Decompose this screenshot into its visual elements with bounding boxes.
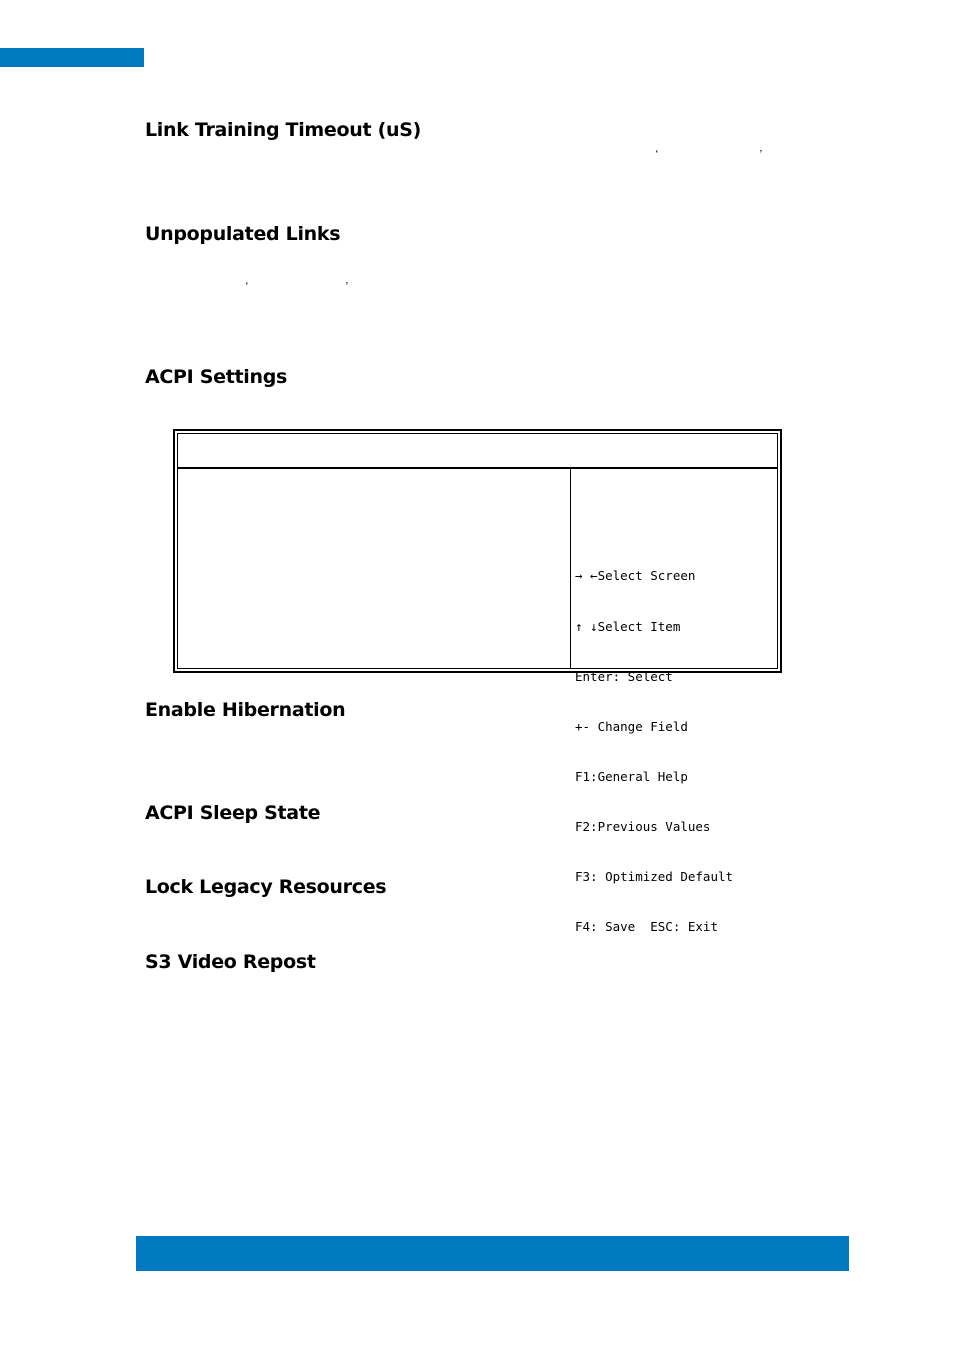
opening-quote-mark: ‘: [655, 148, 659, 160]
bios-title-bar: [178, 434, 777, 469]
heading-acpi-settings: ACPI Settings: [145, 366, 288, 388]
closing-quote-mark: ’: [759, 148, 763, 160]
heading-s3-video-repost: S3 Video Repost: [145, 951, 316, 973]
help-change-field: +- Change Field: [575, 718, 688, 734]
heading-link-training-timeout: Link Training Timeout (uS): [145, 119, 421, 141]
footer-bar: [136, 1236, 849, 1271]
help-enter-select: Enter: Select: [575, 668, 673, 684]
help-save-exit: F4: Save ESC: Exit: [575, 919, 718, 935]
bios-settings-panel: [178, 469, 571, 668]
opening-quote-mark: ‘: [245, 280, 249, 292]
header-tab-bar: [0, 48, 144, 67]
heading-lock-legacy-resources: Lock Legacy Resources: [145, 876, 387, 898]
heading-unpopulated-links: Unpopulated Links: [145, 223, 341, 245]
help-previous-values: F2:Previous Values: [575, 818, 711, 834]
bios-help-panel: [575, 535, 777, 969]
help-select-item: ↑ ↓Select Item: [575, 618, 681, 634]
closing-quote-mark: ’: [345, 280, 349, 292]
heading-enable-hibernation: Enable Hibernation: [145, 699, 346, 721]
help-optimized-default: F3: Optimized Default: [575, 869, 734, 885]
heading-acpi-sleep-state: ACPI Sleep State: [145, 802, 321, 824]
help-select-screen: → ←Select Screen: [575, 568, 696, 584]
help-general-help: F1:General Help: [575, 768, 688, 784]
